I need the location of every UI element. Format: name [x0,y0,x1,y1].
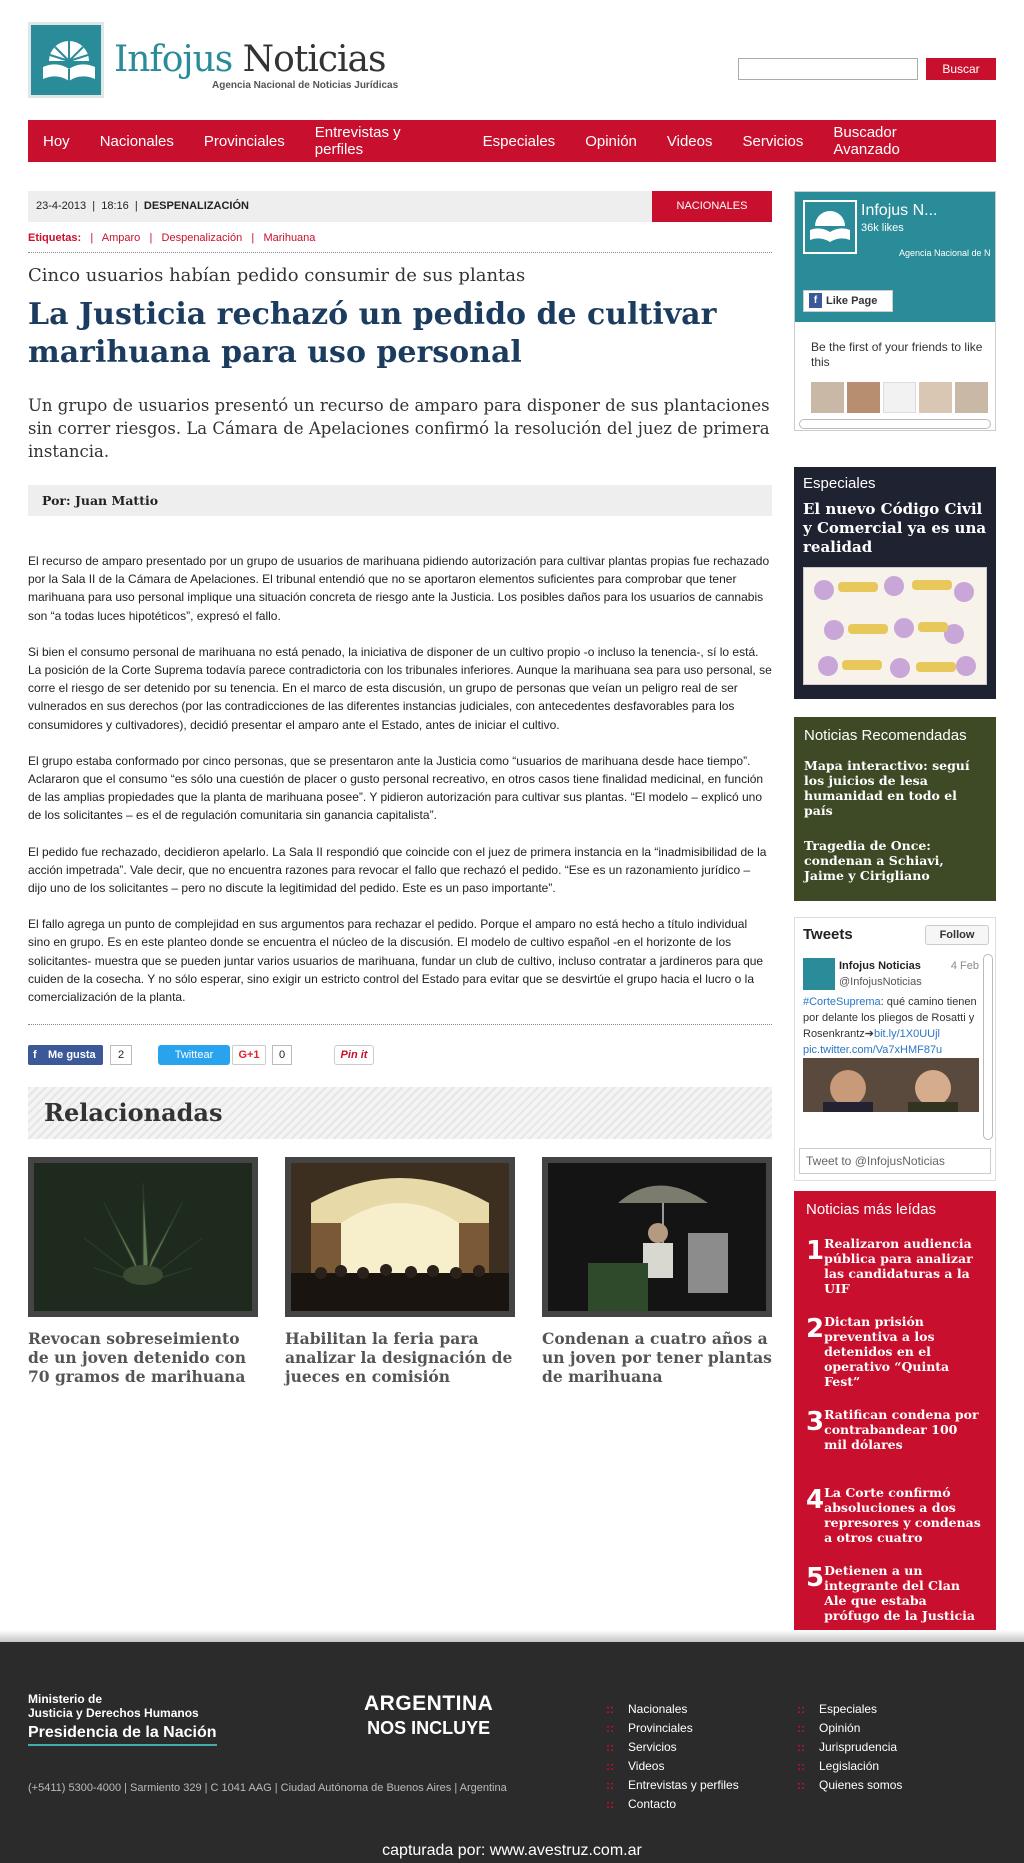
mas-leidas-item[interactable] [806,1236,984,1296]
mas-leidas-title[interactable]: La Corte confirmó absoluciones a dos represores y condenas a otros cuatro [824,1485,981,1545]
facebook-page-logo [803,200,857,254]
tweet-link[interactable]: bit.ly/1X0UUjl [873,1028,940,1040]
main-nav [28,120,996,162]
rank-number: 5 [806,1563,825,1593]
mas-leidas-item[interactable] [806,1563,984,1623]
footer-link[interactable]: :: Entrevistas y perfiles [606,1778,739,1792]
vertical-scrollbar[interactable] [983,954,993,1140]
footer-link[interactable]: :: Nacionales [606,1702,739,1716]
mas-leidas-box [794,1191,996,1643]
argentina-nos-incluye-logo [364,1692,493,1739]
tweet-pic-link[interactable]: pic.twitter.com/Va7xHMF87u [803,1044,943,1056]
brand-subtitle: Agencia Nacional de Noticias Jurídicas [212,80,399,91]
book-sun-icon [805,202,855,252]
tag-link[interactable]: Marihuana [263,232,316,244]
recomendada-item[interactable]: Mapa interactivo: seguí los juicios de lesa humanidad en todo el país [804,758,970,818]
logo[interactable] [28,22,104,98]
google-plus-button[interactable]: G+1 [232,1045,266,1065]
rank-number: 1 [806,1236,825,1266]
courtroom-photo [291,1163,509,1311]
nav-item-nacionales[interactable]: Nacionales [99,132,174,150]
book-sun-icon [39,35,99,91]
site-footer [0,1642,1024,1863]
presidencia-label: Presidencia de la Nación [28,1724,217,1746]
google-plus-count: 0 [272,1045,292,1065]
ministerio-line-1: Ministerio de [28,1692,103,1706]
brand-name[interactable] [114,40,385,80]
avatar[interactable] [919,382,952,413]
article-lead: Un grupo de usuarios presentó un recurso de amparo para disponer de sus plantaciones sin correr riesgos. La Cámara de Apelaciones confirmó la resolución del juez de primera instancia. [28,396,770,461]
facebook-friends-text: Be the first of your friends to like this [811,340,983,369]
article-paragraph: El grupo estaba conformado por cinco personas, que se presentaron ante la Justicia como “usuarios de marihuana desde hace tiempo”. Aclararon que el consumo “es sólo una cuestión de placer o gusto personal recreativo, en otros casos tiene finalidad medicinal, en función de las amplias propiedades que la planta de marihuana posee”. Y pidieron autorización para cultivar sus plantas. “El modelo – explicó uno de los solicitantes – es el de regulación comunitaria sin ganancia capitalista”. [28,753,764,823]
article-date: 23-4-2013 [36,200,87,212]
facebook-page-name[interactable]: Infojus N... [861,202,938,219]
tags-row: Etiquetas: | Amparo | Despenalización | Marihuana [28,232,772,253]
nav-item-provinciales[interactable]: Provinciales [203,132,285,150]
facebook-cover-subtitle: Agencia Nacional de N [899,248,991,258]
rank-number: 4 [806,1485,825,1515]
related-card[interactable] [28,1157,258,1386]
night-photo [548,1163,766,1311]
tweet-hashtag[interactable]: #CorteSuprema [803,996,881,1008]
twitter-widget [794,917,996,1181]
nav-item-buscador[interactable]: Buscador Avanzado [833,124,900,158]
article-time: 18:16 [101,200,129,212]
especiales-image[interactable] [803,567,987,685]
footer-links-col-1 [606,1702,739,1816]
article-body [28,552,772,1006]
related-title[interactable]: Revocan sobreseimiento de un joven detenido con 70 gramos de marihuana [28,1329,247,1387]
pinterest-button[interactable]: Pin it [334,1045,374,1065]
ministerio-line-2: Justicia y Derechos Humanos [28,1706,199,1720]
article-meta-bar: 23-4-2013 | 18:16 | DESPENALIZACIÓN NACIONALES [28,191,772,222]
mas-leidas-item[interactable] [806,1314,984,1389]
especiales-label: Especiales [803,475,876,492]
argentina-line-1: ARGENTINA [364,1692,494,1715]
share-row [28,1045,772,1075]
cannabis-illustration [34,1163,252,1311]
recomendada-item[interactable]: Tragedia de Once: condenan a Schiavi, Jaime y Cirigliano [804,838,944,883]
article-author: Por: Juan Mattio [28,485,772,516]
facebook-like-button[interactable]: f Me gusta [28,1045,103,1065]
footer-link[interactable]: :: Jurisprudencia [797,1740,902,1754]
facebook-page-widget [794,191,996,431]
footer-link[interactable]: :: Especiales [797,1702,902,1716]
footer-link[interactable]: :: Quienes somos [797,1778,902,1792]
related-grid [28,1157,772,1386]
facebook-cover[interactable] [795,192,995,322]
facebook-like-count: 2 [110,1045,132,1065]
rank-number: 2 [806,1314,825,1344]
sidebar [794,191,996,1643]
tweets-label: Tweets [803,926,853,943]
footer-address: (+5411) 5300-4000 | Sarmiento 329 | C 1041 AAG | Ciudad Autónoma de Buenos Aires | Argentina [28,1782,507,1794]
nav-item-videos[interactable]: Videos [666,132,713,150]
footer-link[interactable]: :: Contacto [606,1797,739,1811]
avatar[interactable] [803,958,835,990]
tweet-text [803,994,979,1058]
capture-credit: capturada por: www.avestruz.com.ar [382,1842,642,1859]
related-title[interactable]: Condenan a cuatro años a un joven por tener plantas de marihuana [542,1329,772,1387]
related-title[interactable]: Habilitan la feria para analizar la designación de jueces en comisión [285,1329,513,1387]
article-kicker: Cinco usuarios habían pedido consumir de sus plantas [28,265,526,286]
recomendadas-label: Noticias Recomendadas [804,727,967,744]
especiales-title[interactable]: El nuevo Código Civil y Comercial ya es una realidad [803,500,987,556]
article-paragraph: Si bien el consumo personal de marihuana no está penado, la iniciativa de disponer de un cultivo propio -o incluso la tenencia-, sí lo está. La posición de la Corte Suprema todavía parece contradictoria con los tribunales inferiores. Aunque la marihuana sea para uso personal, se corre el riesgo de ser detenido por su tenencia. En el marco de esta discusión, un grupo de personas que veían un peligro real de ser vulnerados en sus derechos (por las contradicciones de las diferentes instancias judiciales, con antecedentes desfavorables para los consumidores y cultivadores), decidió presentar el amparo ante el Estado, antes de iniciar el cultivo. [28,644,772,732]
divider [28,1024,772,1025]
tags-label: Etiquetas: [28,232,82,244]
article-paragraph: El recurso de amparo presentado por un grupo de usuarios de marihuana pidiendo autorización para cultivar plantas propias fue rechazado por la Sala II de la Cámara de Apelaciones. El tribunal entendió que no se aportaron elementos suficientes para comprobar que tener marihuana para uso personal implique una situación concreta de riesgo ante la Justicia. Los posibles daños para los usuarios de cannabis son “a todas luces hipotéticos”, expresó el fallo. [28,554,770,623]
tweet-handle[interactable]: @InfojusNoticias [839,976,922,988]
horizontal-scrollbar[interactable] [799,419,991,429]
site-header [28,22,996,102]
ministerio-logo[interactable] [28,1692,217,1746]
search-input[interactable] [738,58,918,80]
nav-item-servicios[interactable]: Servicios [742,132,804,150]
avatar[interactable] [883,382,916,413]
footer-link[interactable]: :: Videos [606,1759,739,1773]
avatar[interactable] [955,382,988,413]
related-image-hall[interactable] [285,1157,515,1317]
mas-leidas-title[interactable]: Ratifican condena por contrabandear 100 mil dólares [824,1407,979,1452]
nav-item-hoy[interactable]: Hoy [43,132,70,150]
mas-leidas-title[interactable]: Realizaron audiencia pública para analizar las candidaturas a la UIF [824,1236,973,1296]
related-image-man[interactable] [542,1157,772,1317]
mas-leidas-title[interactable]: Detienen a un integrante del Clan Ale que estaba prófugo de la Justicia [824,1563,975,1623]
tweet-compose-input[interactable]: Tweet to @InfojusNoticias [799,1148,991,1174]
nav-item-opinion[interactable]: Opinión [585,132,637,150]
mas-leidas-label: Noticias más leídas [806,1201,937,1218]
tweet-photo [803,1058,979,1112]
footer-link[interactable]: :: Legislación [797,1759,902,1773]
especiales-box[interactable] [794,467,996,699]
tag-link[interactable]: Amparo [101,232,141,244]
footer-link[interactable]: :: Opinión [797,1721,902,1735]
tweet-date[interactable]: 4 Feb [950,960,979,972]
article-paragraph: El pedido fue rechazado, decidieron apelarlo. La Sala II respondió que coincide con el juez de primera instancia en la “inadmisibilidad de la acción impetrada”. Vale decir, que no encuentra razones para revocar el fallo que rechazó el pedido. “Ese es un razonamiento jurídico – dijo uno de los solicitantes – pero no discute la legitimidad del pedido. Este es un paso importante”. [28,844,767,896]
footer-link[interactable]: :: Provinciales [606,1721,739,1735]
section-badge[interactable]: NACIONALES [652,191,772,222]
search-button[interactable]: Buscar [926,58,996,80]
tag-link[interactable]: Despenalización [161,232,243,244]
brand-part-2: Noticias [232,39,386,80]
related-heading: Relacionadas [28,1087,772,1139]
twitter-share-button[interactable]: Twittear [158,1045,230,1065]
footer-link[interactable]: :: Servicios [606,1740,739,1754]
tweet-author[interactable]: Infojus Noticias [839,960,921,972]
brand-part-1: Infojus [114,39,233,80]
avatar[interactable] [811,382,844,413]
article-headline: La Justicia rechazó un pedido de cultivar marihuana para uso personal [28,297,717,370]
article-category[interactable]: DESPENALIZACIÓN [143,200,249,212]
twitter-follow-button[interactable]: Follow [925,925,989,945]
avatar[interactable] [847,382,880,413]
nav-item-especiales[interactable]: Especiales [482,132,556,150]
facebook-friend-avatars [795,382,995,413]
article [28,191,772,1386]
facebook-page-likes: 36k likes [861,222,904,234]
related-card[interactable] [285,1157,515,1386]
related-image-cannabis[interactable] [28,1157,258,1317]
facebook-like-page-button[interactable]: f Like Page [803,290,893,312]
rank-number: 3 [806,1407,825,1437]
tweet-content: : qué camino tienen por delante los pliegos de Rosatti y Rosenkrantz➔ [803,996,977,1040]
codigo-civil-illustration [804,568,987,685]
argentina-line-2: NOS INCLUYE [367,1718,491,1738]
related-card[interactable] [542,1157,772,1386]
mas-leidas-title[interactable]: Dictan prisión preventiva a los detenidos en el operativo “Quinta Fest” [824,1314,950,1389]
tweet-image[interactable] [803,1058,979,1112]
nav-item-entrevistas[interactable]: Entrevistas y perfiles [314,124,401,158]
mas-leidas-item[interactable] [806,1485,984,1545]
recomendadas-box [794,717,996,901]
footer-links-col-2 [797,1702,902,1797]
mas-leidas-item[interactable] [806,1407,984,1467]
article-paragraph: El fallo agrega un punto de complejidad en sus argumentos para rechazar el pedido. Porque el amparo no está hecho a título individual sino en grupo. Es en este planteo donde se encuentra el núcleo de la discusión. El modelo de cultivo español -en el horizonte de los solicitantes- muestra que se pueden juntar varios usuarios de marihuana, fundar un club de cultivo, incluso contratar a jardineros para que cuiden de la cosecha. Y no sólo esperar, sino exigir un estricto control del Estado para evitar que se desvirtúe el grupo hacia el lucro o la comercialización de la planta. [28,917,764,1005]
